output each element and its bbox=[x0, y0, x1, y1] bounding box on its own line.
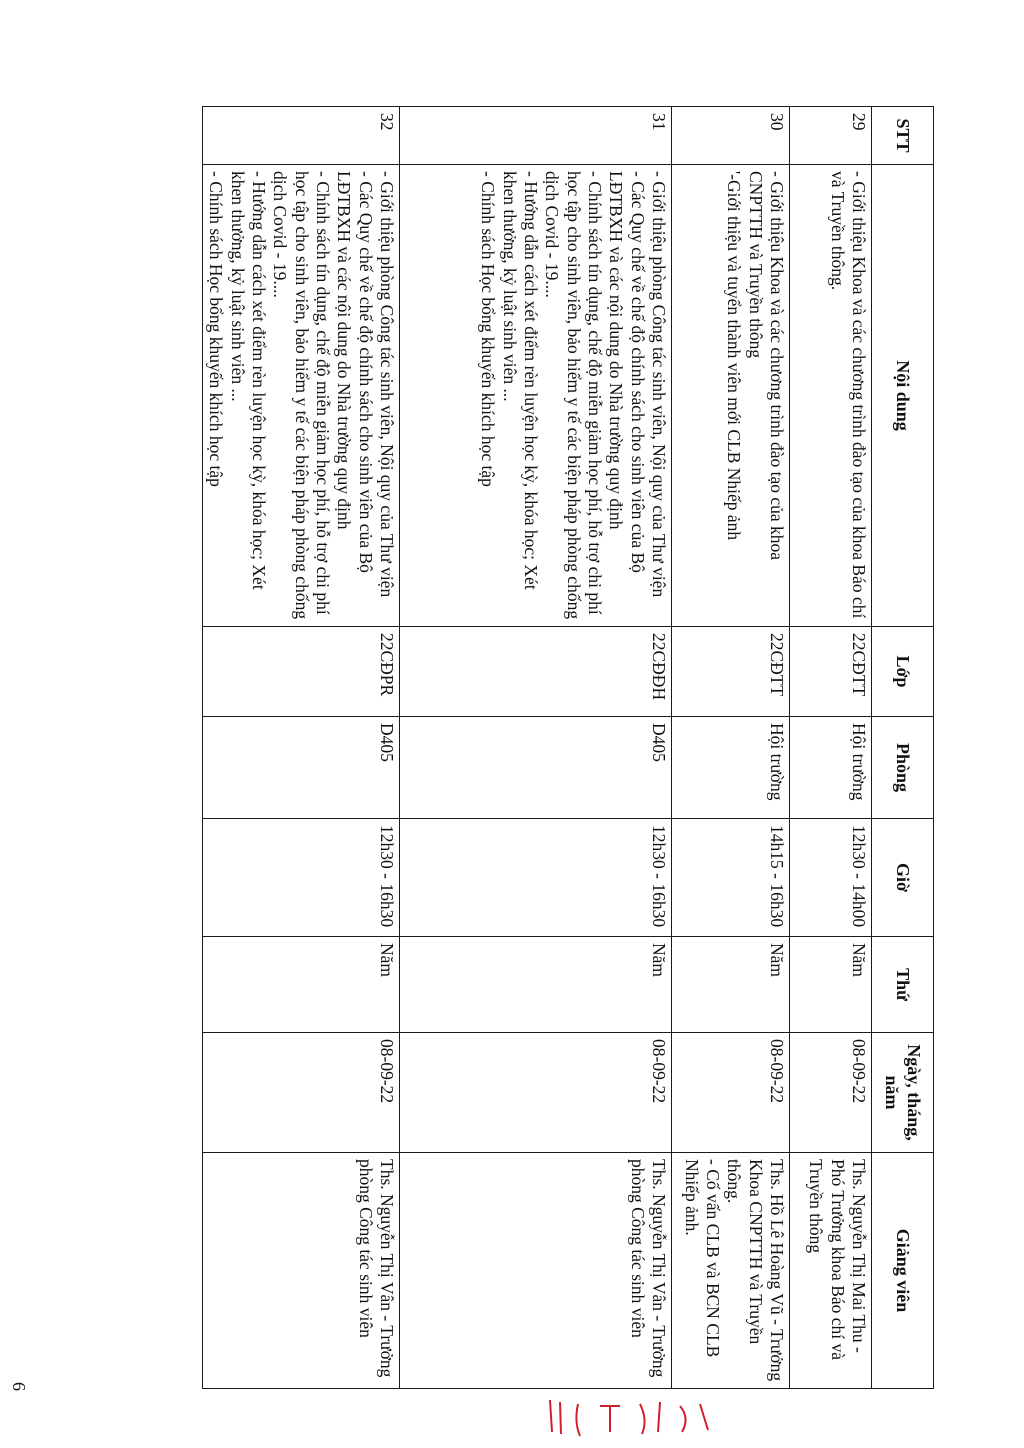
row-stt: 29 bbox=[790, 107, 872, 165]
header-lecturer: Giảng viên bbox=[872, 1153, 934, 1389]
content-line: - Chính sách tín dụng, chế độ miễn giảm học phí, hỗ trợ chi phí học tập cho sinh viên, bảo hiểm y tế các biện pháp phòng chống dịch Covid - 19.... bbox=[542, 171, 605, 620]
header-weekday: Thứ bbox=[872, 937, 934, 1033]
content-line: - Chính sách tín dụng, chế độ miễn giảm học phí, hỗ trợ chi phí học tập cho sinh viên, bảo hiểm y tế các biện pháp phòng chống dịch Covid - 19.... bbox=[270, 171, 333, 620]
row-time: 12h30 - 14h00 bbox=[790, 819, 872, 937]
row-time: 12h30 - 16h30 bbox=[202, 819, 399, 937]
row-content bbox=[672, 165, 790, 627]
row-class: 22CĐPR bbox=[202, 627, 399, 717]
content-line: - Giới thiệu Khoa và các chương trình đào tạo của khoa CNPTTH và Truyền thông bbox=[745, 171, 787, 561]
content-line: - Hướng dẫn cách xét điểm rèn luyện học kỳ, khóa học; Xét khen thưởng, kỷ luật sinh viên ... bbox=[227, 171, 269, 590]
row-stt: 31 bbox=[400, 107, 672, 165]
content-line: - Hướng dẫn cách xét điểm rèn luyện học kỳ, khóa học; Xét khen thưởng, kỷ luật sinh viên ... bbox=[499, 171, 541, 590]
row-content bbox=[400, 165, 672, 627]
header-content: Nội dung bbox=[872, 165, 934, 627]
red-stamp-mark bbox=[530, 1392, 730, 1442]
lecturer-line: - Cố vấn CLB và BCN CLB Nhiếp ảnh. bbox=[681, 1159, 723, 1358]
row-date: 08-09-22 bbox=[202, 1033, 399, 1153]
row-weekday: Năm bbox=[672, 937, 790, 1033]
row-lecturer bbox=[202, 1153, 399, 1389]
content-line: - Chính sách Học bổng khuyến khích học tập bbox=[206, 171, 227, 487]
row-room: D405 bbox=[400, 717, 672, 819]
row-weekday: Năm bbox=[202, 937, 399, 1033]
row-lecturer bbox=[790, 1153, 872, 1389]
row-content bbox=[202, 165, 399, 627]
rotated-page-content bbox=[206, 106, 934, 1388]
lecturer-line: Ths. Hồ Lê Hoàng Vũ - Trưởng Khoa CNPTTH và Truyền thông. bbox=[724, 1159, 787, 1382]
row-room: D405 bbox=[202, 717, 399, 819]
header-date: Ngày, tháng, năm bbox=[872, 1033, 934, 1153]
lecturer-line: Ths. Nguyễn Thị Vân - Trưởng phòng Công tác sinh viên bbox=[627, 1159, 669, 1378]
header-class: Lớp bbox=[872, 627, 934, 717]
content-line: - Giới thiệu Khoa và các chương trình đào tạo của khoa Báo chí và Truyền thông. bbox=[827, 171, 869, 619]
row-content bbox=[790, 165, 872, 627]
lecturer-line: Ths. Nguyễn Thị Vân - Trưởng phòng Công tác sinh viên bbox=[355, 1159, 397, 1378]
row-date: 08-09-22 bbox=[790, 1033, 872, 1153]
row-stt: 32 bbox=[202, 107, 399, 165]
row-time: 14h15 - 16h30 bbox=[672, 819, 790, 937]
header-stt: STT bbox=[872, 107, 934, 165]
content-line: - Chính sách Học bổng khuyến khích học tập bbox=[478, 171, 499, 487]
row-time: 12h30 - 16h30 bbox=[400, 819, 672, 937]
header-row bbox=[872, 107, 934, 1389]
table-row bbox=[672, 107, 790, 1389]
content-line: - Giới thiệu phòng Công tác sinh viên, Nội quy của Thư viện bbox=[649, 171, 669, 598]
content-line: '-Giới thiệu và tuyển thành viên mới CLB Nhiếp ảnh bbox=[724, 171, 745, 541]
header-time: Giờ bbox=[872, 819, 934, 937]
row-class: 22CĐTT bbox=[790, 627, 872, 717]
row-lecturer bbox=[400, 1153, 672, 1389]
row-weekday: Năm bbox=[790, 937, 872, 1033]
table-row bbox=[202, 107, 399, 1389]
row-date: 08-09-22 bbox=[400, 1033, 672, 1153]
header-room: Phòng bbox=[872, 717, 934, 819]
content-line: - Giới thiệu phòng Công tác sinh viên, Nội quy của Thư viện bbox=[377, 171, 397, 598]
row-date: 08-09-22 bbox=[672, 1033, 790, 1153]
row-class: 22CĐTT bbox=[672, 627, 790, 717]
lecturer-line: Ths. Nguyễn Thị Mai Thu - Phó Trưởng khoa Báo chí và Truyền thông bbox=[806, 1159, 869, 1361]
row-class: 22CĐĐH bbox=[400, 627, 672, 717]
table-row bbox=[790, 107, 872, 1389]
page-number: 6 bbox=[9, 1382, 29, 1391]
content-line: - Các Quy chế về chế độ chính sách cho sinh viên của Bộ LĐTBXH và các nội dung do Nhà trường quy định bbox=[606, 171, 648, 573]
row-room: Hội trường bbox=[672, 717, 790, 819]
content-line: - Các Quy chế về chế độ chính sách cho sinh viên của Bộ LĐTBXH và các nội dung do Nhà trường quy định bbox=[334, 171, 376, 573]
row-room: Hội trường bbox=[790, 717, 872, 819]
row-stt: 30 bbox=[672, 107, 790, 165]
row-lecturer bbox=[672, 1153, 790, 1389]
row-weekday: Năm bbox=[400, 937, 672, 1033]
schedule-table bbox=[202, 106, 934, 1389]
table-row bbox=[400, 107, 672, 1389]
